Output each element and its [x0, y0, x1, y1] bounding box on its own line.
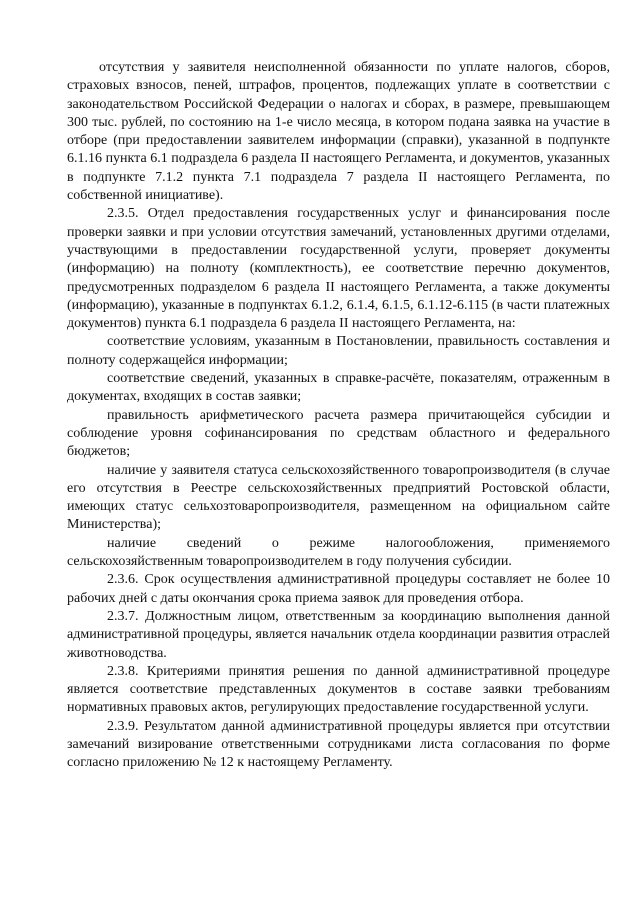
list-item-arithmetic: правильность арифметического расчета размера причитающейся субсидии и соблюдение уровня софинансирования по средствам областного и федерального бюджетов; [67, 407, 610, 460]
document-page [67, 59, 610, 773]
paragraph-tax-obligation: отсутствия у заявителя неисполненной обязанности по уплате налогов, сборов, страховых взносов, пеней, штрафов, процентов, подлежащих уплате в соответствии с законодательством Российской Федерации о налогах и сборах, в размере, превышающем 300 тыс. рублей, по состоянию на 1-е число месяца, в котором подана заявка на участие в отборе (при предоставлении заявителем информации (справки), указанной в подпункте 6.1.16 пункта 6.1 подраздела 6 раздела II настоящего Регламента, и документов, указанных в подпункте 7.1.2 пункта 7.1 подраздела 7 раздела II настоящего Регламента, по собственной инициативе). [67, 60, 610, 204]
list-item-tax-regime: наличие сведений о режиме налогообложения, применяемого сельскохозяйственным товаропроизводителем в году получения субсидии. [67, 535, 610, 570]
paragraph-2-3-6: 2.3.6. Срок осуществления административной процедуры составляет не более 10 рабочих дней с даты окончания срока приема заявок для проведения отбора. [67, 572, 610, 606]
list-item-producer-status: наличие у заявителя статуса сельскохозяйственного товаропроизводителя (в случае его отсутствия в Реестре сельскохозяйственных предприятий Ростовской области, имеющих статус сельхозтоваропроизводителя, размещенном на официальном сайте Министерства); [67, 462, 610, 533]
paragraph-2-3-8: 2.3.8. Критериями принятия решения по данной административной процедуре является соответствие представленных документов в составе заявки требованиям нормативных правовых актов, регулирующих предоставление государственной услуги. [67, 663, 610, 716]
list-item-conditions: соответствие условиям, указанным в Постановлении, правильность составления и полноту содержащейся информации; [67, 334, 610, 368]
paragraph-2-3-5: 2.3.5. Отдел предоставления государственных услуг и финансирования после проверки заявки и при условии отсутствия замечаний, установленных другими отделами, участвующими в предоставлении государственной услуги, проверяет документы (информацию) на полноту (комплектность), ее соответствие перечню документов, предусмотренных подразделом 6 раздела II настоящего Регламента, а также документы (информацию), указанные в подпунктах 6.1.2, 6.1.4, 6.1.5, 6.1.12-6.115 (в части платежных документов) пункта 6.1 подраздела 6 раздела II настоящего Регламента, на: [67, 206, 610, 332]
paragraph-2-3-7: 2.3.7. Должностным лицом, ответственным за координацию выполнения данной административной процедуры, является начальник отдела координации развития отраслей животноводства. [67, 608, 610, 661]
paragraph-2-3-9: 2.3.9. Результатом данной административной процедуры является при отсутствии замечаний визирование ответственными сотрудниками листа согласования по форме согласно приложению № 12 к настоящему Регламенту. [67, 718, 610, 771]
list-item-calculation-data: соответствие сведений, указанных в справке-расчёте, показателям, отраженным в документах, входящих в состав заявки; [67, 371, 610, 405]
